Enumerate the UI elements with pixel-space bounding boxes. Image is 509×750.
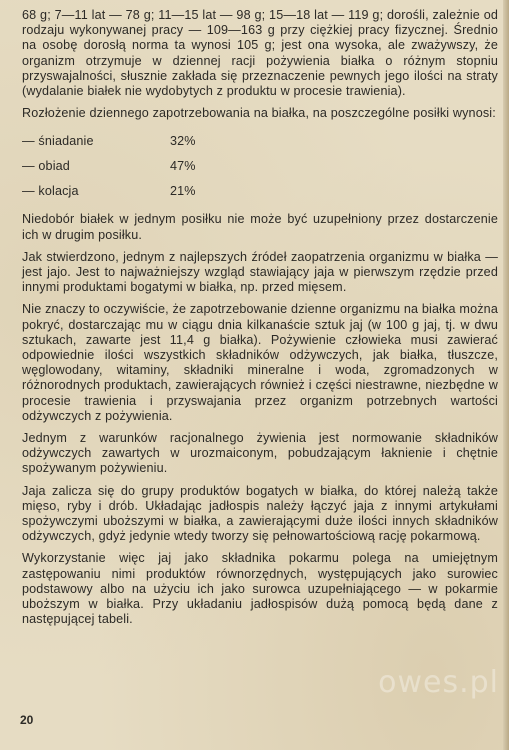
paragraph: Jednym z warunków racjonalnego żywienia jest normowanie składników odżywczych zawartych w urozmaiconym, pobudzającym łaknienie i chętnie spożywanym pożywieniu. bbox=[22, 431, 498, 476]
list-item bbox=[22, 179, 498, 204]
meal-percentage: 21% bbox=[170, 184, 196, 199]
meal-percentage: 32% bbox=[170, 134, 196, 149]
paragraph: Jak stwierdzono, jednym z najlepszych źródeł zaopatrzenia organizmu w białka — jest jajo. Jest to najważniejszy wzgląd stawiający jaja w pierwszym rzędzie przed innymi produktami bogatymi w białka, np. przed mięsem. bbox=[22, 249, 498, 295]
paragraph: Rozłożenie dziennego zapotrzebowania na białka, na poszczególne posiłki wynosi: bbox=[22, 106, 496, 121]
paragraph: Nie znaczy to oczywiście, że zapotrzebowanie dzienne organizmu na białka można pokryć, dostarczając mu w ciągu dnia kilkanaście sztuk jaj (w 100 g jaj, tj. w dwu sztukach, zawarte jest 11,4 g białka). Pożywienie człowieka musi zawierać odpowiednie ilości wszystkich składników odżywczych, jak białka, tłuszcze, węglowodany, witaminy, składniki mineralne i woda, zgromadzonych w różnorodnych produktach, zawierających również i części niestrawne, niezbędne w procesie trawienia i przyswajania przez organizm potrzebnych wartości odżywczych z pożywienia. bbox=[22, 302, 498, 423]
page-number: 20 bbox=[20, 713, 34, 727]
paragraph: Jaja zalicza się do grupy produktów bogatych w białka, do której należą także mięso, ryby i drób. Układając jadłospis należy łączyć jaja z innymi artykułami spożywczymi uboższymi w białka, a zawierającymi duże ilości innych składników odżywczych, gdyż jedynie wtedy tworzy się pełnowartościową rację pokarmową. bbox=[22, 483, 498, 544]
paragraph: 68 g; 7—11 lat — 78 g; 11—15 lat — 98 g; 15—18 lat — 119 g; dorośli, zależnie od rodzaju wykonywanej pracy — 109—163 g przy ciężkiej pracy fizycznej. Średnio na osobę dorosłą norma ta wynosi 105 g; jest ona wysoka, ale zważywszy, że organizm otrzymuje w dziennej racji pożywienia białka o różnym stopniu przyswajalności, słusznie zakłada się przeznaczenie pewnych jego ilości na straty (wydalanie białek nie wydobytych z produktu w procesie trawienia). bbox=[22, 8, 498, 99]
page-text bbox=[22, 8, 498, 635]
list-item bbox=[22, 154, 498, 179]
paragraph: Niedobór białek w jednym posiłku nie może być uzupełniony przez dostarczenie ich w drugim posiłku. bbox=[22, 212, 498, 242]
meal-label: — obiad bbox=[22, 159, 70, 174]
meal-label: — śniadanie bbox=[22, 134, 94, 149]
meal-label: — kolacja bbox=[22, 184, 79, 199]
list-item bbox=[22, 129, 498, 154]
page-edge bbox=[503, 0, 509, 750]
meal-percentage: 47% bbox=[170, 159, 196, 174]
watermark: owes.pl bbox=[378, 665, 499, 700]
paragraph: Wykorzystanie więc jaj jako składnika pokarmu polega na umiejętnym zastępowaniu nimi produktów równorzędnych, występujących jako surowiec podstawowy albo na użyciu ich jako surowca uzupełniającego — w pokarmie uboższym w białka. Przy układaniu jadłospisów dużą pomocą będą dane z następującej tabeli. bbox=[22, 551, 498, 627]
meal-distribution-list bbox=[22, 129, 498, 204]
